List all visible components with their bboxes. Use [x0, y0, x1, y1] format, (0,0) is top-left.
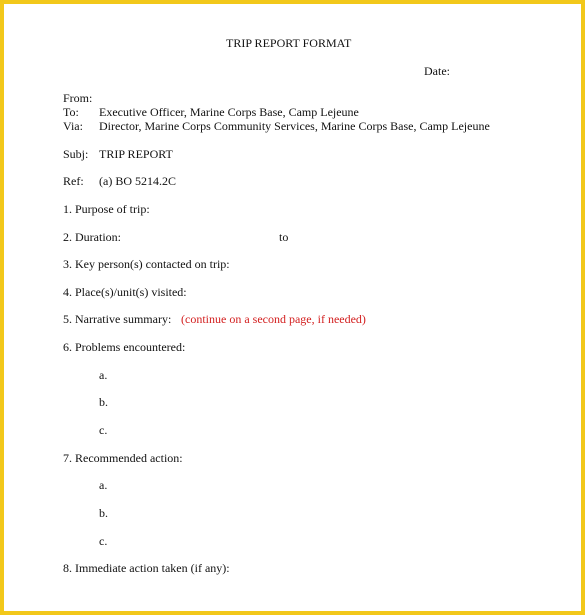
item-places: 4. Place(s)/unit(s) visited: [63, 285, 187, 299]
recommended-sub-b: b. [99, 506, 108, 520]
narrative-note: (continue on a second page, if needed) [181, 312, 366, 326]
item-problems: 6. Problems encountered: [63, 340, 186, 354]
item-duration: 2. Duration: [63, 230, 121, 244]
subj-label: Subj: [63, 147, 89, 161]
item-purpose: 1. Purpose of trip: [63, 202, 150, 216]
date-label: Date: [424, 64, 450, 78]
recommended-sub-a: a. [99, 478, 108, 492]
bottom-fade [4, 583, 581, 611]
duration-to: to [279, 230, 289, 244]
via-value: Director, Marine Corps Community Services, Marine Corps Base, Camp Lejeune [99, 119, 490, 133]
item-immediate-action: 8. Immediate action taken (if any): [63, 561, 230, 575]
recommended-sub-c: c. [99, 534, 108, 548]
subj-value: TRIP REPORT [99, 147, 173, 161]
document-page [4, 4, 581, 611]
ref-value: (a) BO 5214.2C [99, 174, 176, 188]
item-recommended: 7. Recommended action: [63, 451, 183, 465]
ref-label: Ref: [63, 174, 84, 188]
to-value: Executive Officer, Marine Corps Base, Camp Lejeune [99, 105, 359, 119]
via-label: Via: [63, 119, 83, 133]
problems-sub-c: c. [99, 423, 108, 437]
problems-sub-a: a. [99, 368, 108, 382]
document-title: TRIP REPORT FORMAT [226, 36, 352, 50]
item-narrative: 5. Narrative summary: [63, 312, 172, 326]
from-label: From: [63, 91, 93, 105]
item-key-persons: 3. Key person(s) contacted on trip: [63, 257, 230, 271]
problems-sub-b: b. [99, 395, 108, 409]
to-label: To: [63, 105, 79, 119]
